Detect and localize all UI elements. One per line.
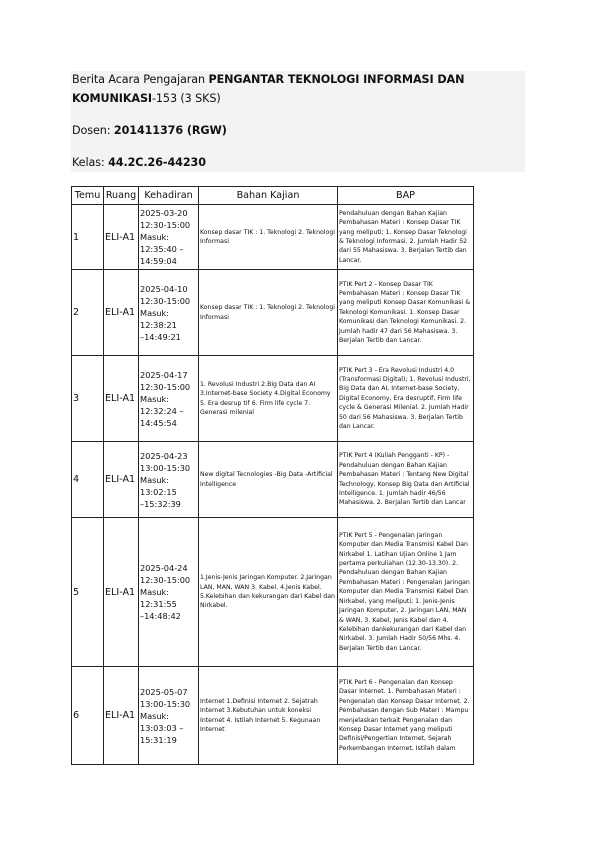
kehadiran-cell: [139, 270, 199, 356]
kelas-value: 44.2C.26-44230: [108, 156, 206, 169]
header-temu: Temu: [72, 187, 104, 205]
bap-cell: [338, 518, 474, 667]
table-row: [72, 667, 474, 765]
bap-cell-text: PTIK Pert 5 - Pengenalan Jaringan Komputer dan Media Transmisi Kabel Dan Nirkabel 1. Latihan Ujian Online 1 Jam pertama perkuliahan (12.30-13.30). 2. Pendahuluan dengan Bahan Kajian Pembahasan Materi : Pengenalan Jaringan Komputer dan Media Transmisi Kabel Dan Nirkabel, yang meliputi; 1. Jenis-Jenis Jaringan Komputer, 2. Jaringan LAN, MAN & WAN, 3. Kabel, Jenis Kabel dan 4. Kelebihan dankekurangan dari Kabel dan Nirkabel. 3. Jumlah Hadir 50/56 Mhs. 4. Berjalan Tertib dan Lancar.: [339, 531, 470, 652]
bap-cell: [338, 667, 474, 765]
kehadiran-cell: [139, 442, 199, 518]
kehadiran-cell-text: 2025-04-10 12:30-15:00 Masuk: 12:38:21 –14:49:21: [140, 283, 191, 342]
bap-cell-text: PTIK Pert 3 - Era Revolusi Industri 4.0 (Transformasi Digital); 1. Revolusi Industri, Big Data dan AI, Internet-base Society, Digital Economy, Era desruptif, Firm life cycle & Generasi Milenial. 2. Jumlah Hadir 50 dari 56 Mahasiswa. 3. Berjalan Tertib dan Lancar.: [339, 366, 471, 431]
dosen-value: 201411376 (RGW): [113, 124, 227, 137]
bahan-kajian-cell: [199, 518, 338, 667]
kehadiran-cell: [139, 205, 199, 270]
table-row: [72, 442, 474, 518]
bahan-kajian-cell-text: Konsep dasar TIK : 1. Teknologi 2. Teknologi Informasi: [200, 304, 335, 321]
kehadiran-cell-text: 2025-04-24 12:30-15:00 Masuk: 12:31:55 –14:48:42: [140, 563, 191, 621]
bahan-kajian-cell: [199, 442, 338, 518]
kehadiran-cell-text: 2025-03-20 12:30-15:00 Masuk: 12:35:40 – 14:59:04: [140, 208, 191, 266]
bahan-kajian-cell: [199, 356, 338, 442]
bahan-kajian-cell-text: 1.Jenis-Jenis Jaringan Komputer. 2.Jaringan LAN, MAN, WAN 3. Kabel. 4.Jenis Kabel. 5.Kelebihan dan kekurangan dari Kabel dan Nirkabel.: [200, 574, 335, 610]
temu-cell-text: 2: [73, 307, 80, 318]
temu-cell-text: 1: [73, 231, 80, 243]
bap-table: [71, 186, 474, 765]
ruang-cell-text: ELI-A1: [105, 586, 136, 598]
kehadiran-cell-text: 2025-04-23 13:00-15:30 Masuk: 13:02:15 –15:32:39: [140, 450, 191, 509]
course-name-part-2: KOMUNIKASI: [72, 92, 152, 105]
ruang-cell-text: ELI-A1: [105, 307, 136, 318]
kehadiran-cell: [139, 518, 199, 667]
title-line-2: [72, 91, 221, 106]
ruang-cell: [104, 356, 139, 442]
bahan-kajian-cell-text: Konsep dasar TIK : 1. Teknologi 2. Teknologi Informasi: [200, 228, 335, 245]
ruang-cell-text: ELI-A1: [105, 393, 136, 404]
bahan-kajian-cell: [199, 205, 338, 270]
table-row: [72, 205, 474, 270]
temu-cell: [72, 442, 104, 518]
bahan-kajian-cell: [199, 667, 338, 765]
ruang-cell-text: ELI-A1: [105, 231, 136, 243]
bap-cell-text: PTIK Pert 4 (Kuliah Pengganti - KP) - Pendahuluan dengan Bahan Kajian Pembahasan Materi : Tentang New Digital Technology, Konsep Big Data dan Artificial Intelligence. 1. Jumlah hadir 46/56 Mahasiswa. 2. Berjalan Tertib dan Lancar: [339, 452, 470, 507]
dosen-label: Dosen:: [72, 124, 114, 137]
title-prefix: Berita Acara Pengajaran: [72, 73, 209, 86]
table-header-row: [72, 187, 474, 205]
table-row: [72, 270, 474, 356]
course-name-part-1: PENGANTAR TEKNOLOGI INFORMASI DAN: [208, 73, 465, 86]
temu-cell: [72, 205, 104, 270]
bahan-kajian-cell-text: 1. Revolusi Industri 2.Big Data dan AI 3.Internet-base Society 4.Digital Economy 5. Era desrup tif 6. Firm life cycle 7. Generasi milenial: [200, 380, 331, 416]
bap-cell: [338, 356, 474, 442]
kelas-label: Kelas:: [72, 156, 109, 169]
kehadiran-cell: [139, 356, 199, 442]
header-ruang: Ruang: [104, 187, 139, 205]
bap-cell-text: Pendahuluan dengan Bahan Kajian Pembahasan Materi : Konsep Dasar TIK yang meliputi; 1. Konsep Dasar Teknologi & Teknologi Informasi. 2. Jumlah Hadir 52 dari 55 Mahasiswa. 3. Berjalan Tertib dan Lancar.: [339, 209, 468, 264]
ruang-cell: [104, 442, 139, 518]
temu-cell: [72, 518, 104, 667]
bap-cell: [338, 205, 474, 270]
temu-cell: [72, 270, 104, 356]
temu-cell: [72, 356, 104, 442]
header-bahan-kajian: Bahan Kajian: [199, 187, 338, 205]
ruang-cell: [104, 205, 139, 270]
header-bap: BAP: [338, 187, 474, 205]
bap-cell: [338, 442, 474, 518]
kehadiran-cell: [139, 667, 199, 765]
temu-cell-text: 3: [73, 393, 80, 404]
bap-cell: [338, 270, 474, 356]
bahan-kajian-cell-text: New digital Tecnologies -Big Data -Artificial Intelligence: [200, 471, 333, 488]
title-line-1: [72, 72, 464, 87]
ruang-cell-text: ELI-A1: [105, 710, 136, 721]
kehadiran-cell-text: 2025-04-17 12:30-15:00 Masuk: 12:32:24 – 14:45:54: [140, 369, 191, 428]
dosen-line: [72, 123, 227, 138]
bahan-kajian-cell-text: Internet 1.Definisi Internet 2. Sejatrah Internet 3.Kebutuhan untuk koneksi Internet 4. Istilah Internet 5. Kegunaan Internet: [200, 697, 321, 733]
kelas-line: [72, 155, 206, 170]
ruang-cell: [104, 518, 139, 667]
table-row: [72, 356, 474, 442]
bahan-kajian-cell: [199, 270, 338, 356]
temu-cell-text: 5: [73, 586, 80, 598]
bap-cell-text: PTIK Pert 6 - Pengenalan dan Konsep Dasar Internet. 1. Pembahasan Materi : Pengenalan dan Konsep Dasar Internet. 2. Pembahasan dengan Sub Materi : Mampu menjelaskan terkait Pengenalan dan Konsep Dasar Internet yang meliputi Definisi/Pengertian Internet, Sejarah Perkembangan Internet, Istilah dalam: [339, 678, 470, 752]
ruang-cell-text: ELI-A1: [105, 474, 136, 485]
ruang-cell: [104, 667, 139, 765]
kehadiran-cell-text: 2025-05-07 13:00-15:30 Masuk: 13:03:03 – 15:31:19: [140, 686, 191, 745]
course-code: -153 (3 SKS): [151, 92, 221, 105]
table-row: [72, 518, 474, 667]
temu-cell-text: 6: [73, 710, 80, 721]
bap-cell-text: PTIK Pert 2 - Konsep Dasar TIK Pembahasan Materi : Konsep Dasar TIK yang meliputi Konsep Dasar Komunikasi & Teknologi Komunikasi. 1. Konsep Dasar Komunikasi dan Teknologi Komunikasi. 2. Jumlah hadir 47 dari 56 Mahasiswa. 3. Berjalan Tertib dan Lancar.: [339, 280, 471, 345]
temu-cell: [72, 667, 104, 765]
temu-cell-text: 4: [73, 474, 80, 485]
header-kehadiran: Kehadiran: [139, 187, 199, 205]
ruang-cell: [104, 270, 139, 356]
